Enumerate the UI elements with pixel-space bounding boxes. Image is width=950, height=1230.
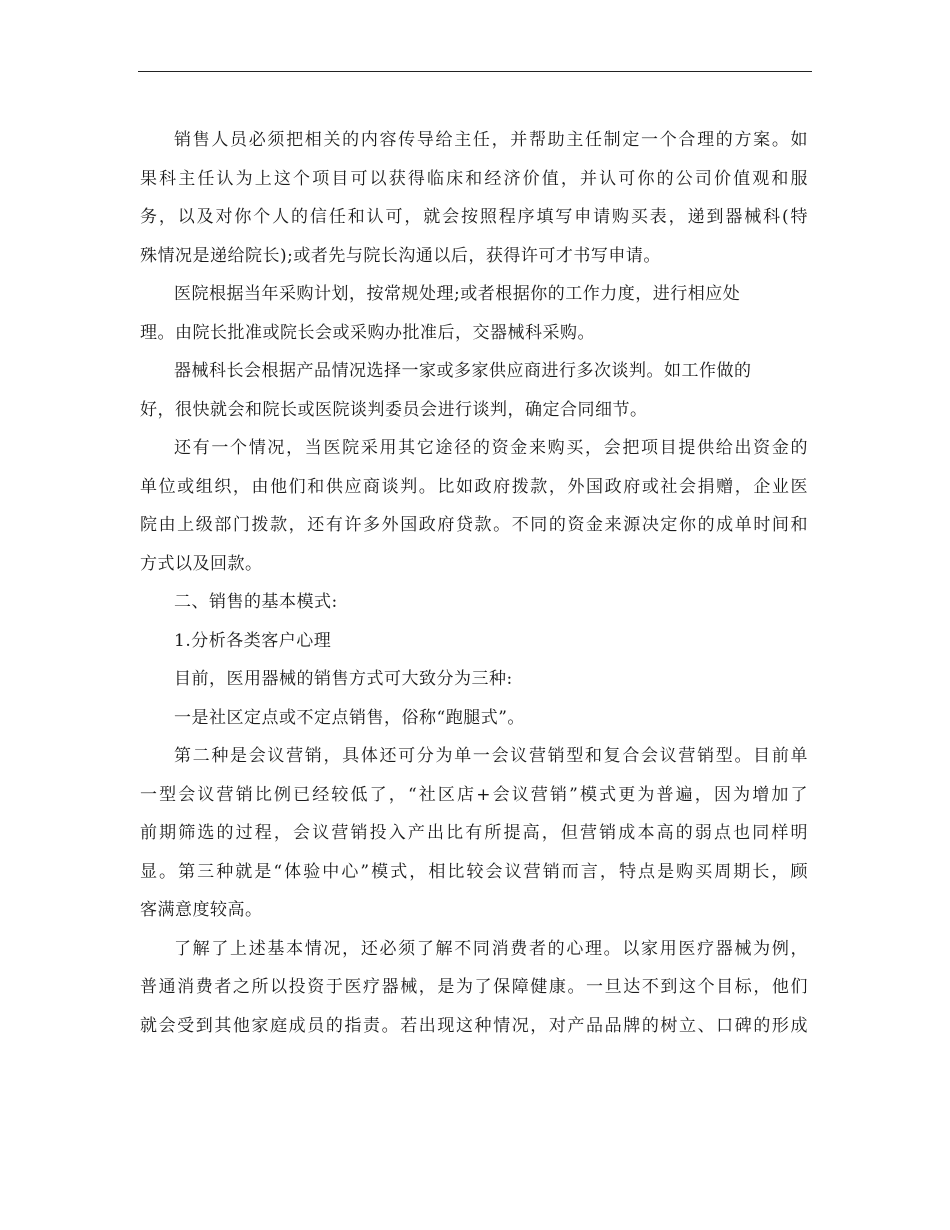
text-line: 医院根据当年采购计划，按常规处理;或者根据你的工作力度，进行相应处	[174, 284, 741, 304]
text-line: 器械科长会根据产品情况选择一家或多家供应商进行多次谈判。如工作做的	[174, 361, 752, 381]
text-line: 了解了上述基本情况，还必须了解不同消费者的心理。以家用医疗器械为例，	[174, 938, 808, 959]
text-line: 理。由院长批准或院长会或采购办批准后，交器械科采购。	[140, 322, 595, 343]
text-line: 好，很快就会和院长或医院谈判委员会进行谈判，确定合同细节。	[140, 399, 648, 420]
document-body	[140, 121, 808, 1045]
text-line: 单位或组织，由他们和供应商谈判。比如政府拨款，外国政府或社会捐赠，企业医	[140, 476, 808, 497]
text-line: 还有一个情况，当医院采用其它途径的资金来购买，会把项目提供给出资金的	[174, 438, 808, 458]
text-line: 客满意度较高。	[140, 900, 263, 920]
header-rule	[138, 71, 812, 72]
text-line: 一是社区定点或不定点销售，俗称“跑腿式”。	[174, 707, 525, 728]
text-line: 殊情况是递给院长);或者先与院长沟通以后，获得许可才书写申请。	[140, 245, 661, 266]
text-line: 果科主任认为上这个项目可以获得临床和经济价值，并认可你的公司价值观和服	[140, 168, 808, 189]
text-line: 就会受到其他家庭成员的指责。若出现这种情况，对产品品牌的树立、口碑的形成	[140, 1015, 808, 1036]
text-line: 前期筛选的过程，会议营销投入产出比有所提高，但营销成本高的弱点也同样明	[140, 823, 808, 843]
text-line: 院由上级部门拨款，还有许多外国政府贷款。不同的资金来源决定你的成单时间和	[140, 515, 808, 535]
text-line: 第二种是会议营销，具体还可分为单一会议营销型和复合会议营销型。目前单	[174, 746, 808, 766]
text-line: 显。第三种就是“体验中心”模式，相比较会议营销而言，特点是购买周期长，顾	[140, 861, 808, 882]
section-heading: 二、销售的基本模式:	[174, 592, 338, 612]
text-line: 务，以及对你个人的信任和认可，就会按照程序填写申请购买表，递到器械科(特	[140, 207, 808, 227]
text-line: 普通消费者之所以投资于医疗器械，是为了保障健康。一旦达不到这个目标，他们	[140, 977, 808, 997]
text-line: 方式以及回款。	[140, 553, 263, 574]
text-line: 销售人员必须把相关的内容传导给主任，并帮助主任制定一个合理的方案。如	[174, 130, 808, 150]
subsection-heading: 1.分析各类客户心理	[174, 630, 332, 651]
text-line: 目前，医用器械的销售方式可大致分为三种:	[174, 669, 513, 689]
text-line: 一型会议营销比例已经较低了，“社区店+会议营销”模式更为普遍，因为增加了	[140, 784, 808, 805]
